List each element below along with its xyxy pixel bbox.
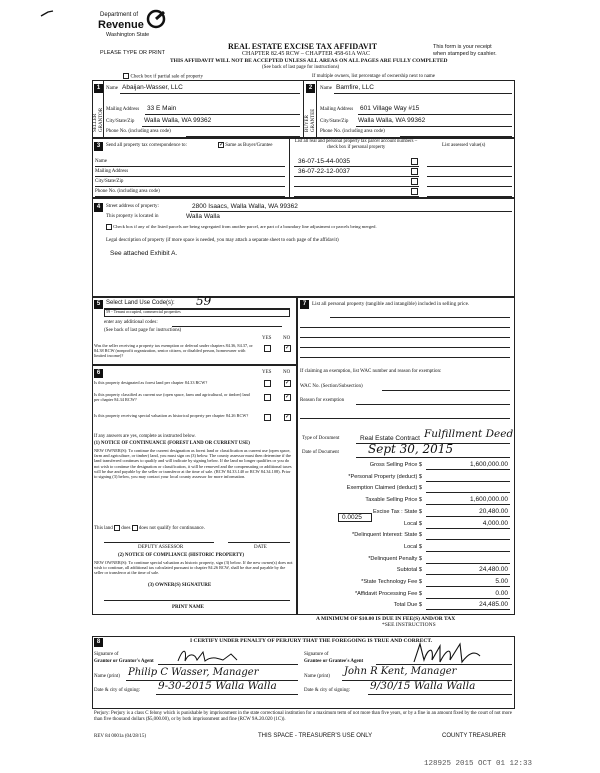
grantee-sig-label-2: Grantee or Grantee's Agent	[304, 659, 364, 664]
exemption-intro: If claiming an exemption, list WAC number and reason for exemption:	[300, 369, 442, 374]
s6-no: NO	[283, 370, 291, 375]
street-address[interactable]: 2800 Isaacs, Walla Walla, WA 99362	[192, 203, 298, 210]
partial-sale-checkbox[interactable]	[123, 73, 129, 79]
logo-line3: Washington State	[106, 32, 150, 38]
deputy-assessor-label: DEPUTY ASSESSOR	[138, 545, 184, 550]
buyer-side-label: BUYER GRANTEE	[305, 108, 316, 132]
section-6-block	[92, 365, 297, 615]
calc-line-label: Subtotal $	[396, 567, 422, 573]
grantee-name-label: Name (print)	[304, 674, 330, 679]
s5-question: Was the seller receiving a property tax exemption or deferral under chapters 84.36, 84.37, or 84.38 RCW (nonprofit organization, senior citizen, or disabled person, homeowner with limited income)?	[94, 343, 253, 358]
doc-type-handwritten[interactable]: Fulfillment Deed	[424, 428, 514, 440]
personal-property-label: List all personal property (tangible and intangible) included in selling price.	[312, 301, 470, 307]
receipt-note-2: when stamped by cashier.	[433, 51, 497, 57]
notice1-body: NEW OWNER(S): To continue the current designation as forest land or classification as current use (open space, farm and agriculture, or timber) land, you must sign on (3) below. The county assessor must then determine if the land transferred continues to qualify and will indicate by signing below. If the land no longer qualifies or you do not wish to continue the designation or classification, it will be removed and the compensating or additional taxes will be due and payable by the seller or transferor at the time of sale. (RCW 84.33.140 or RCW 84.34.108). Prior to signing (3) below, you may contact your local county assessor for more information.	[94, 448, 292, 480]
seller-city-label: City/State/Zip	[106, 119, 135, 124]
seller-name[interactable]: Abaijan-Wasser, LLC	[122, 84, 183, 91]
parcel-header: List all real and personal property tax parcel account numbers – check box if personal property	[294, 139, 418, 150]
calc-line-label: *Delinquent Penalty $	[368, 556, 422, 562]
calc-line-label: *Personal Property (deduct) $	[348, 474, 422, 480]
seller-mailing[interactable]: 33 E Main	[147, 105, 177, 112]
assessed-header: List assessed value(s)	[442, 143, 486, 148]
notice2-title: (2) NOTICE OF COMPLIANCE (HISTORIC PROPERTY)	[118, 553, 245, 558]
reason-label: Reason for exemption	[300, 398, 345, 403]
qualify-label: qualify for continuance.	[156, 526, 205, 532]
land-use-desc: 59 - Tenant occupied, commercial properties	[106, 309, 181, 314]
additional-codes-label: enter any additional codes:	[104, 320, 158, 325]
grantor-signature[interactable]	[175, 646, 245, 666]
does-label: does	[121, 526, 131, 532]
parcel-2[interactable]: 36-07-22-12-0037	[298, 168, 351, 175]
s5-no: NO	[283, 336, 291, 341]
section-6-number: 6	[94, 369, 103, 378]
s3-city-label: City/State/Zip	[95, 179, 124, 184]
grantee-date-label: Date & city of signing:	[304, 688, 351, 693]
s6-q1-yes[interactable]	[264, 380, 271, 387]
s6-q3-no[interactable]: ✓	[285, 414, 291, 420]
legal-description[interactable]: See attached Exhibit A.	[110, 250, 178, 257]
does-not-label: does not	[138, 526, 156, 532]
land-use-code[interactable]: 59	[196, 294, 212, 308]
buyer-name-label: Name	[320, 86, 332, 91]
s6-yes: YES	[262, 370, 272, 375]
s3-phone-label: Phone No. (including area code)	[95, 189, 160, 194]
print-note: PLEASE TYPE OR PRINT	[100, 50, 166, 56]
calc-line-value[interactable]: 1,600,000.00	[470, 496, 508, 503]
logo-emblem-icon	[146, 8, 166, 30]
form-title: REAL ESTATE EXCISE TAX AFFIDAVIT	[228, 42, 378, 51]
logo-line1: Department of	[100, 12, 139, 18]
same-as-buyer-label: Same as Buyer/Grantee	[225, 143, 273, 149]
does-checkbox[interactable]	[114, 525, 120, 531]
doc-type[interactable]: Real Estate Contract	[360, 435, 420, 442]
wac-label: WAC No. (Section/Subsection)	[300, 384, 363, 389]
legal-label: Legal description of property (if more space is needed, you may attach a separate sheet to each page of the affidavit)	[106, 238, 339, 243]
grantee-name[interactable]: John R Kent, Manager	[344, 666, 457, 677]
buyer-mailing[interactable]: 601 Village Way #15	[360, 105, 420, 112]
calc-line-value[interactable]: 0.00	[495, 590, 508, 597]
grantor-sig-label-2: Grantor or Grantor's Agent	[94, 659, 154, 664]
seller-name-label: Name	[106, 86, 118, 91]
section-5-number: 5	[94, 300, 103, 309]
grantee-sig-label-1: Signature of	[304, 652, 329, 657]
grantor-name-label: Name (print)	[94, 674, 120, 679]
calc-line-label: Local $	[403, 544, 422, 550]
notice1-title: (1) NOTICE OF CONTINUANCE (FOREST LAND OR CURRENT USE)	[94, 441, 250, 446]
seller-city[interactable]: Walla Walla, WA 99362	[144, 117, 212, 124]
parcel-2-personal-checkbox[interactable]	[411, 168, 418, 175]
s6-q2-yes[interactable]	[264, 394, 271, 401]
section-7-number: 7	[300, 300, 309, 309]
multiple-owners-note: If multiple owners, list percentage of ownership next to name	[312, 74, 436, 79]
this-land-label: This land	[94, 526, 113, 532]
receipt-note-1: This form is your receipt	[433, 44, 492, 50]
street-label: Street address of property:	[106, 204, 159, 209]
s5-no-checkbox[interactable]: ✓	[285, 345, 291, 351]
calc-line-label: Gross Selling Price $	[369, 462, 422, 468]
does-not-checkbox[interactable]	[132, 525, 138, 531]
buyer-city-label: City/State/Zip	[320, 119, 349, 124]
owner-signature-label: (3) OWNER(S) SIGNATURE	[148, 583, 212, 588]
logo-line2: Revenue	[98, 19, 144, 31]
calc-line-label: *Delinquent Interest: State $	[352, 532, 422, 538]
calc-line-value[interactable]: 4,000.00	[482, 520, 508, 527]
grantor-name[interactable]: Philip C Wasser, Manager	[128, 667, 259, 678]
s5-see-back: (See back of last page for instructions)	[104, 328, 182, 333]
notice2-body: NEW OWNER(S): To continue special valuation as historic property, sign (3) below. If the new owner(s) does not wish to continue, all additional tax calculated pursuant to chapter 84.26 RCW, shall be due and payable by the seller or transferor at the time of sale.	[94, 560, 293, 576]
treasurer-use-label: THIS SPACE - TREASURER'S USE ONLY	[258, 733, 373, 739]
calc-line-label: Taxable Selling Price $	[365, 497, 422, 503]
calc-line-value[interactable]: 1,600,000.00	[470, 461, 508, 468]
segregated-row[interactable]	[106, 224, 377, 230]
see-back-note: (See back of last page for instructions)	[262, 65, 340, 70]
calc-line-label: Total Due $	[393, 602, 422, 608]
s6-q2-no[interactable]: ✓	[285, 394, 291, 400]
grantor-date-label: Date & city of signing:	[94, 688, 141, 693]
see-instructions-note: *SEE INSTRUCTIONS	[382, 622, 436, 628]
section-4-block	[92, 198, 515, 297]
corner-mark	[40, 10, 54, 18]
section-3-number: 3	[94, 142, 103, 151]
partial-sale-label: Check box if partial sale of property	[130, 74, 203, 80]
seller-phone-label: Phone No. (including area code)	[106, 129, 171, 134]
s3-mailing-label: Mailing Address	[95, 169, 129, 174]
section-1-number: 1	[94, 84, 103, 93]
buyer-phone-label: Phone No. (including area code)	[320, 129, 385, 134]
parcel-4-personal-checkbox[interactable]	[411, 188, 418, 195]
seller-mailing-label: Mailing Address	[106, 107, 140, 112]
buyer-mailing-label: Mailing Address	[320, 107, 354, 112]
calc-line-label: *State Technology Fee $	[361, 579, 422, 585]
calc-line-label: *Affidavit Processing Fee $	[354, 591, 422, 597]
s6-q2: Is this property classified as current use (open space, farm and agricultural, or timber) land per chapter 84.34 RCW?	[94, 392, 250, 402]
doc-date-label: Date of Document	[302, 450, 339, 455]
grantee-date-city[interactable]: 9/30/15 Walla Walla	[370, 680, 476, 692]
calc-line-label: Exemption Claimed (deduct) $	[346, 485, 422, 491]
calc-line-value[interactable]: 24,480.00	[479, 566, 508, 573]
calc-line-value[interactable]: 5.00	[495, 578, 508, 585]
certify-statement: I CERTIFY UNDER PENALTY OF PERJURY THAT THE FOREGOING IS TRUE AND CORRECT.	[190, 638, 433, 644]
receipt-stamp: 128925 2015 OCT 01 12:33	[424, 760, 533, 768]
segregated-checkbox[interactable]	[106, 224, 112, 230]
s6-if-yes: If any answers are yes, complete as instructed below.	[94, 434, 196, 439]
minimum-due-note: A MINIMUM OF $10.00 IS DUE IN FEE(S) AND/OR TAX	[316, 616, 456, 622]
land-use-label: Select Land Use Code(s):	[106, 300, 175, 306]
section-8-number: 8	[94, 638, 103, 647]
section-2-number: 2	[306, 84, 315, 93]
same-as-buyer-checkbox[interactable]: ✓	[219, 142, 225, 148]
form-chapter: CHAPTER 82.45 RCW – CHAPTER 458-61A WAC	[242, 51, 370, 57]
section-4-number: 4	[94, 203, 103, 212]
this-land-row	[94, 525, 205, 532]
s6-q1-no[interactable]: ✓	[285, 380, 291, 386]
s6-q3: Is this property receiving special valuation as historical property per chapter 84.26 RCW?	[94, 413, 249, 418]
date-label: DATE	[254, 545, 267, 550]
located-label: This property is located in	[106, 214, 159, 219]
same-as-buyer-row[interactable]	[218, 142, 272, 149]
grantor-sig-label-1: Signature of	[94, 652, 119, 657]
print-name-label: PRINT NAME	[172, 605, 204, 610]
s5-yes: YES	[262, 336, 272, 341]
buyer-city[interactable]: Walla Walla, WA 99362	[358, 117, 426, 124]
located-value[interactable]: Walla Walla	[186, 213, 220, 220]
calc-line-value[interactable]: 24,485.00	[479, 601, 508, 608]
parcel-1[interactable]: 36-07-15-44-0035	[298, 158, 351, 165]
dor-logo	[100, 8, 170, 46]
grantor-date-city[interactable]: 9-30-2015 Walla Walla	[158, 680, 277, 692]
county-treasurer-label: COUNTY TREASURER	[442, 733, 506, 739]
calc-line-value[interactable]: 20,480.00	[479, 508, 508, 515]
perjury-notice: Perjury: Perjury is a class C felony which is punishable by imprisonment in the state correctional institution for a maximum term of not more than five years, or by a fine in an amount fixed by the court of not more than five thousand dollars ($5,000.00), or by both imprisonment and fine (RCW 9A.20.020 (1C)).	[94, 711, 512, 722]
calc-line-label: Local $	[403, 521, 422, 527]
segregated-label: Check box if any of the listed parcels are being segregated from another parcel, are part of a boundary line adjustment or parcels being merged.	[113, 224, 377, 230]
calc-line-label: Excise Tax : State $	[372, 509, 422, 515]
buyer-name[interactable]: Bamfire, LLC	[336, 84, 374, 91]
send-correspondence-label: Send all property tax correspondence to:	[106, 143, 187, 148]
grantee-signature[interactable]	[410, 640, 485, 666]
s6-q1: Is this property designated as forest land per chapter 84.33 RCW?	[94, 380, 208, 385]
form-number: REV 84 0001a (04/28/15)	[94, 734, 146, 739]
doc-date[interactable]: Sept 30, 2015	[368, 442, 454, 456]
parcel-1-personal-checkbox[interactable]	[411, 158, 418, 165]
s6-q3-yes[interactable]	[264, 414, 271, 421]
s3-name-label: Name	[95, 159, 107, 164]
local-rate[interactable]: 0.0025	[342, 514, 362, 521]
s5-yes-checkbox[interactable]	[264, 345, 271, 352]
seller-side-label: SELLER GRANTOR	[93, 107, 104, 132]
doc-type-label: Type of Document	[302, 436, 340, 441]
parcel-3-personal-checkbox[interactable]	[411, 178, 418, 185]
form-warning: THIS AFFIDAVIT WILL NOT BE ACCEPTED UNLESS ALL AREAS ON ALL PAGES ARE FULLY COMPLETED	[170, 58, 448, 64]
